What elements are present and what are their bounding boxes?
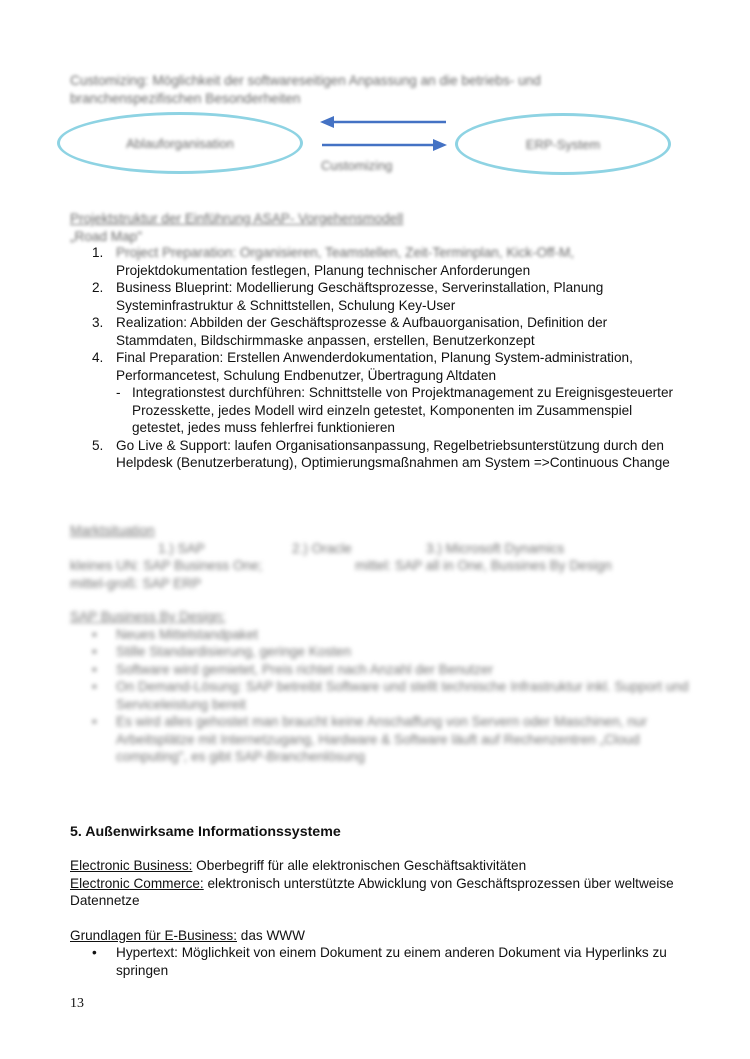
market-title: Marktsituation — [70, 523, 155, 538]
arrow-right-head — [433, 139, 447, 151]
hypertext-text: Hypertext: Möglichkeit von einem Dokument zu einem anderen Dokument via Hyperlinks zu springen — [116, 945, 667, 978]
ablauforganisation-label: Ablauforganisation — [126, 135, 234, 151]
erp-system-oval — [455, 113, 671, 175]
asap-title: Projektstruktur der Einführung ASAP- Vorgehensmodell — [70, 211, 404, 226]
basics-definition — [70, 927, 690, 945]
section-5 — [70, 823, 690, 979]
arrow-left-head — [320, 116, 334, 128]
market-size-row — [70, 557, 690, 575]
customizing-arrows — [318, 112, 450, 152]
phase-item — [70, 437, 685, 472]
bullet-symbol: • — [92, 626, 97, 642]
phase-text: Go Live & Support: laufen Organisationsanpassung, Regelbetriebsunterstützung durch den Helpdesk (Benutzerberatung), Optimierungsmaßnahmen am System =>Continuous Change — [116, 437, 670, 470]
byd-bullet-text: Stille Standardisierung, geringe Kosten — [116, 644, 352, 659]
phase-number: 3. — [92, 315, 104, 330]
ec-term: Electronic Commerce: — [70, 875, 204, 891]
phase-number: 4. — [92, 350, 104, 365]
asap-phase-list — [70, 244, 685, 472]
eb-term: Electronic Business: — [70, 858, 193, 873]
market-section — [70, 522, 690, 766]
market-medium: mittel: SAP all in One, Bussines By Design — [355, 558, 612, 573]
sub-item-text: Integrationstest durchführen: Schnittstelle von Projektmanagement zu Ereignisgesteuerter Prozesskette, jedes Modell wird einzeln getestet, Komponenten im Zusammenspiel getestet, jedes muss fehlerfrei funktionieren — [132, 385, 674, 435]
phase-text: Projektdokumentation festlegen, Planung technischer Anforderungen — [116, 262, 531, 278]
list-item — [70, 713, 690, 766]
phase-text: Realization: Abbilden der Geschäftsprozesse & Aufbauorganisation, Definition der Stammdaten, Bildschirmmaske anpassen, erstellen, Benutzerkonzept — [116, 315, 608, 348]
bullet-symbol: • — [92, 714, 97, 729]
eb-def: Oberbegriff für alle elektronischen Geschäftsaktivitäten — [192, 858, 527, 873]
phase-text: Business Blueprint: Modellierung Geschäftsprozesse, Serverinstallation, Planung Systeminfrastruktur & Schnittstellen, Schulung Key-User — [116, 280, 604, 313]
basics-bullet-list — [70, 944, 690, 979]
phase-number: 5. — [92, 437, 104, 453]
customizing-arrow-label: Customizing — [321, 158, 393, 173]
byd-bullet-text: Neues Mittelstandpaket — [116, 626, 259, 642]
list-item — [70, 661, 690, 679]
erp-system-label: ERP-System — [525, 136, 601, 152]
phase-text: Final Preparation: Erstellen Anwenderdokumentation, Planung System-administration, Performancetest, Schulung Endbenutzer, Übertragung Altdaten — [116, 350, 633, 383]
phase-sub-item — [70, 384, 685, 437]
phase-number: 1. — [92, 245, 104, 260]
ec-definition — [70, 875, 690, 910]
phase-item — [70, 349, 685, 384]
market-rank-3: 3.) Microsoft Dynamics — [426, 540, 565, 556]
phase-item — [70, 279, 685, 314]
phase-number: 2. — [92, 280, 104, 295]
bullet-symbol: • — [92, 644, 97, 659]
phase-item — [70, 244, 685, 279]
market-rank-1: 1.) SAP — [158, 540, 205, 556]
market-small: kleines UN: SAP Business One; — [70, 558, 263, 573]
market-ranking-row — [70, 540, 690, 558]
byd-bullet-list — [70, 626, 690, 766]
byd-bullet-text: On Demand-Lösung: SAP betreibt Software und stellt technische Infrastruktur inkl. Support und Serviceleistung bereit — [116, 679, 689, 712]
eb-definition — [70, 857, 690, 875]
ablauforganisation-oval — [57, 112, 303, 174]
market-medium-large: mittel-groß: SAP ERP — [70, 575, 202, 591]
market-rank-2: 2.) Oracle — [292, 540, 352, 556]
list-item — [70, 678, 690, 713]
ec-def: elektronisch unterstützte Abwicklung von Geschäftsprozessen über weltweise Datennetze — [70, 875, 674, 908]
asap-subtitle: „Road Map" — [70, 228, 143, 244]
page-number: 13 — [70, 996, 84, 1011]
list-item — [70, 643, 690, 661]
byd-title: SAP Business By Design: — [70, 609, 226, 624]
section-heading: 5. Außenwirksame Informationssysteme — [70, 824, 341, 840]
basics-def: das WWW — [237, 927, 305, 943]
byd-bullet-text: Software wird gemietet, Preis richtet nach Anzahl der Benutzer — [116, 661, 494, 677]
list-item — [70, 944, 690, 979]
sub-item-dash: - — [116, 385, 121, 400]
phase-text-blurred: Project Preparation: Organisieren, Teamstellen, Zeit-Terminplan, Kick-Off-M, — [116, 245, 575, 260]
basics-term: Grundlagen für E-Business: — [70, 927, 237, 943]
bullet-symbol: • — [92, 945, 97, 960]
list-item — [70, 626, 690, 644]
phase-item — [70, 314, 685, 349]
byd-bullet-text: Es wird alles gehostet man braucht keine Anschaffung von Servern oder Maschinen, nur Arbeitsplätze mit Internetzugang, Hardware & Software läuft auf Rechenzentren „Cloud computing", es gibt SAP-Branchenlösung — [116, 714, 647, 764]
bullet-symbol: • — [92, 661, 97, 677]
bullet-symbol: • — [92, 679, 97, 694]
asap-heading — [70, 210, 690, 245]
customizing-definition: Customizing: Möglichkeit der softwareseitigen Anpassung an die betriebs- und branchenspezifischen Besonderheiten — [70, 73, 541, 106]
